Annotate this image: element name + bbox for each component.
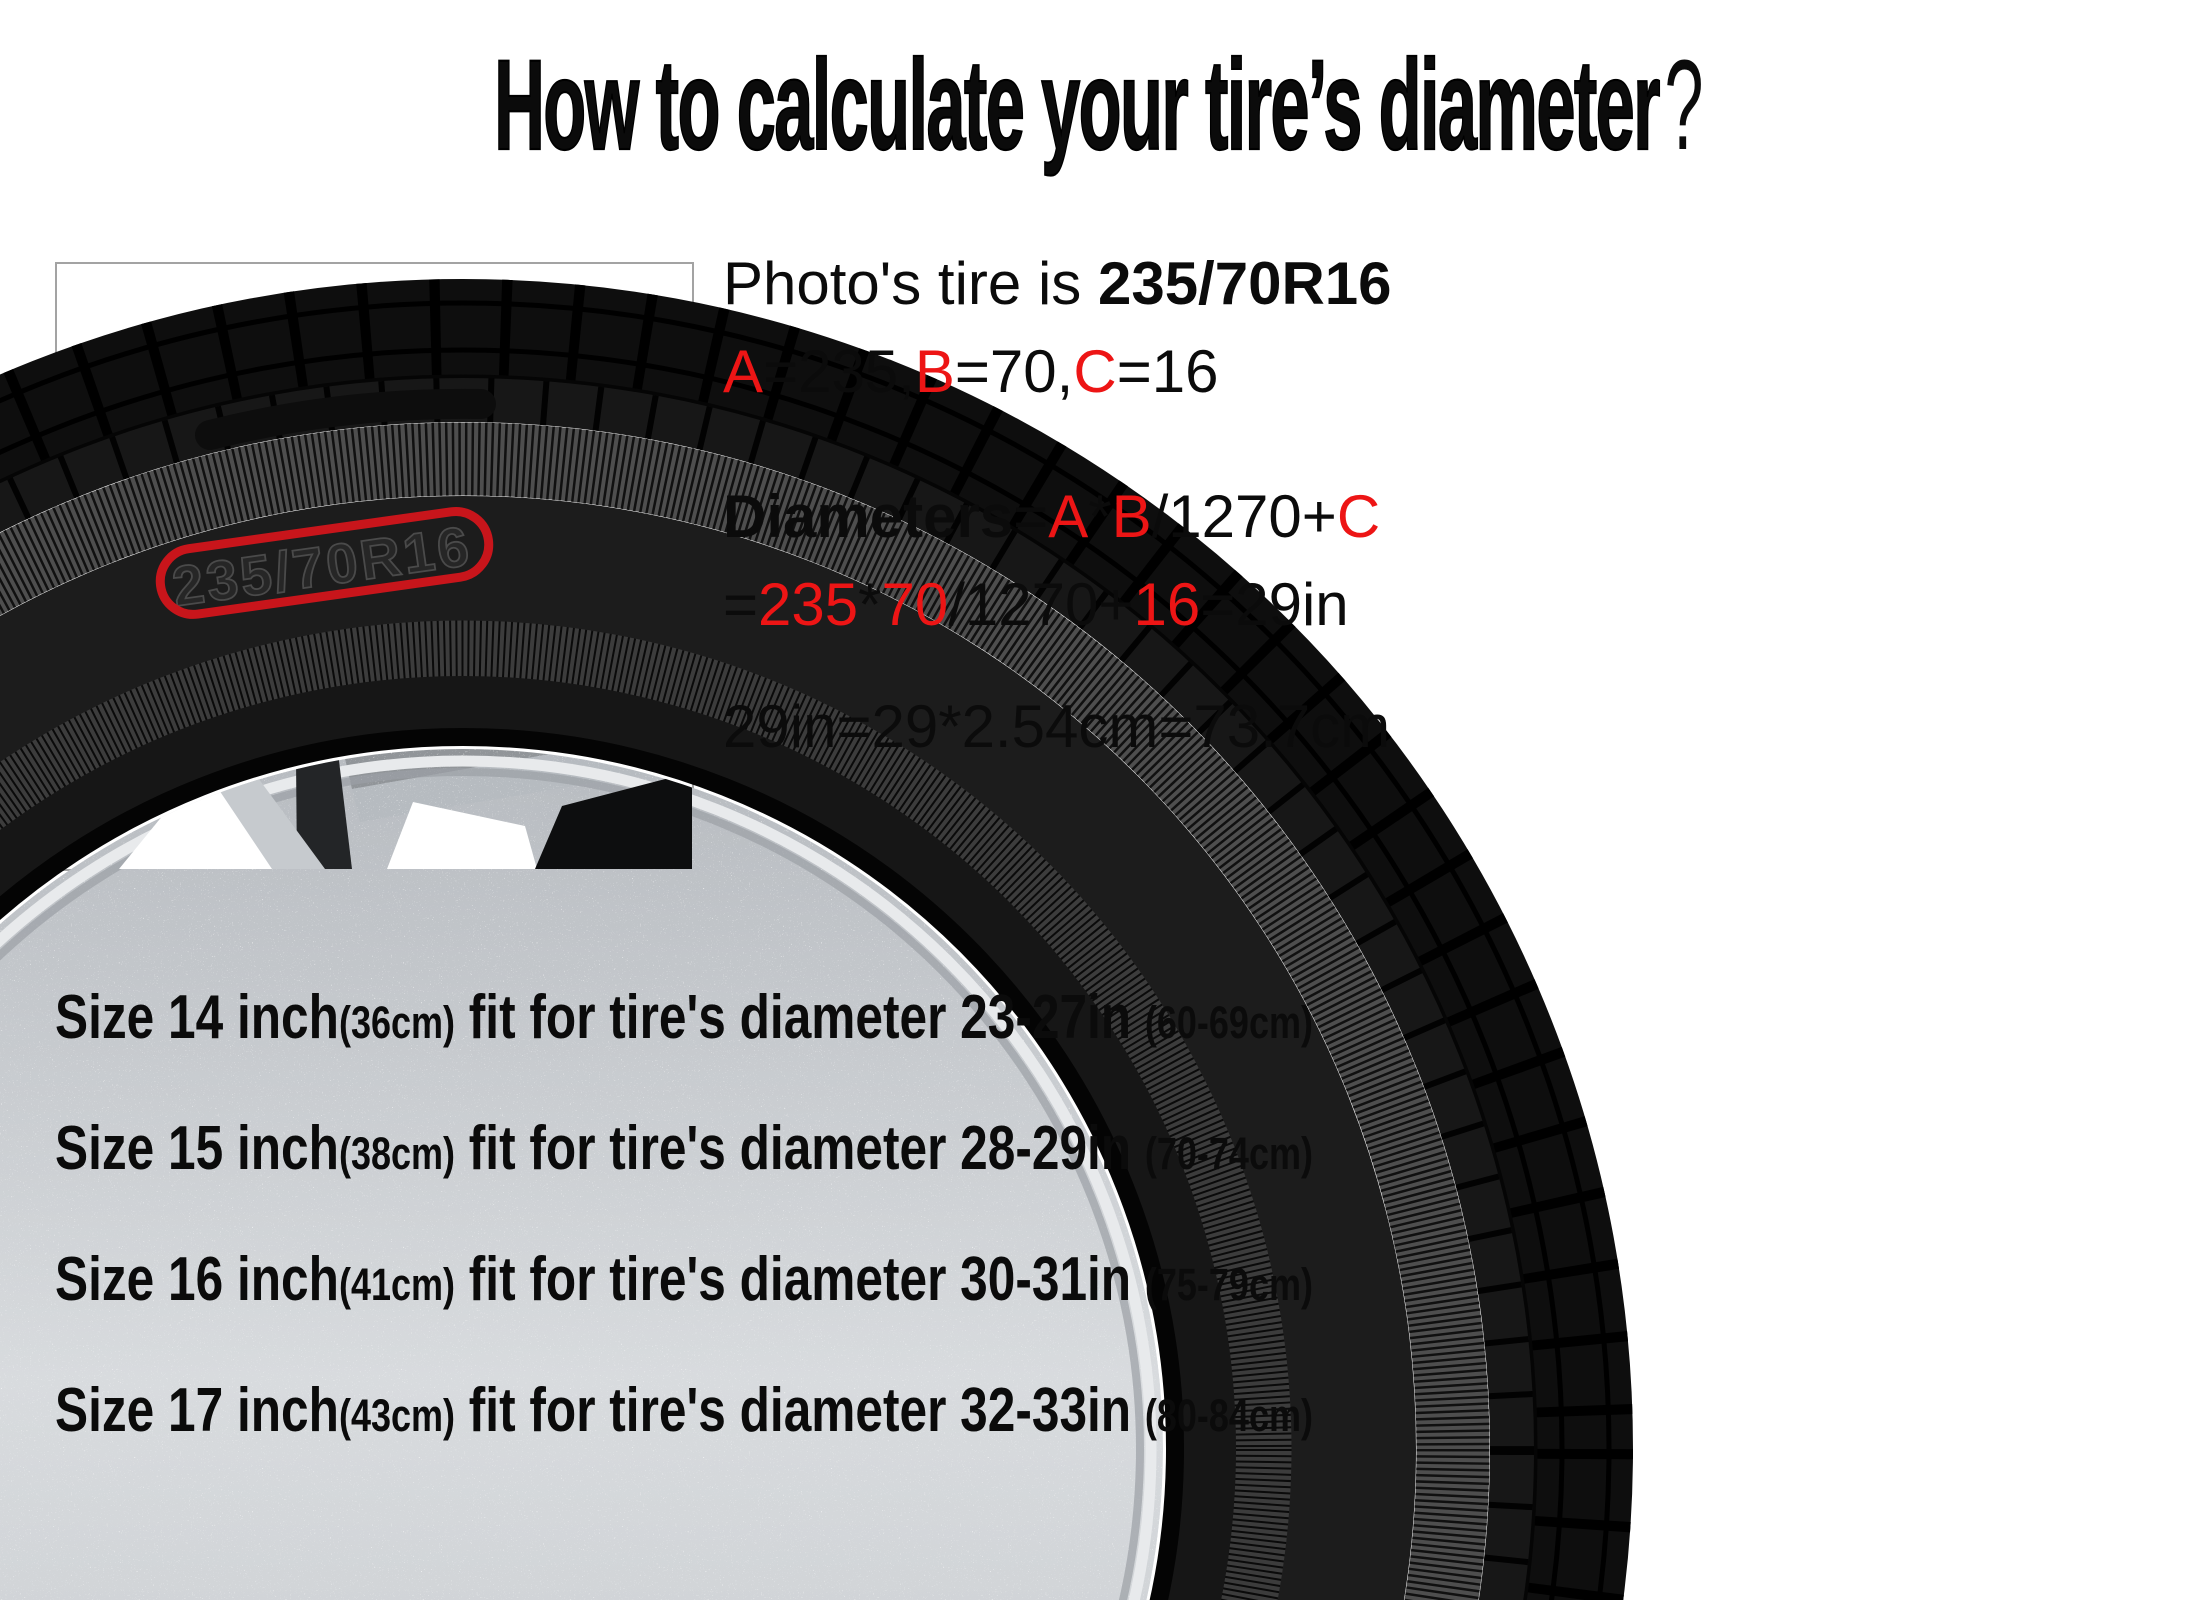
text-segment: (70-74cm) [1144, 1128, 1313, 1179]
text-segment: Photo's tire is [723, 250, 1098, 317]
page-title-inner [494, 26, 1702, 186]
text-segment: (38cm) [338, 1128, 456, 1179]
text-segment: 70 [881, 571, 949, 638]
text-segment: (80-84cm) [1144, 1390, 1313, 1441]
spacer [723, 649, 1392, 683]
text-segment: Size 16 inch [55, 1245, 339, 1314]
text-segment: fit for tire's diameter 30-31in [455, 1245, 1145, 1314]
title-question-mark: ? [1664, 34, 1702, 177]
text-segment: (41cm) [338, 1259, 456, 1310]
tire-size-label: 235/70R16 [168, 513, 476, 618]
page-title [0, 26, 1702, 186]
tire-photo-drawing [57, 264, 692, 869]
text-segment: 235 [758, 571, 859, 638]
text-segment: B [914, 338, 955, 405]
formula-line [723, 473, 1392, 561]
text-segment: =29in [1200, 571, 1349, 638]
text-segment: fit for tire's diameter 23-27in [455, 983, 1145, 1052]
text-segment: = [723, 571, 759, 638]
text-segment: 29in=29*2.54cm=73.7cm [723, 693, 1391, 760]
spacer [723, 416, 1392, 473]
text-segment: (36cm) [338, 997, 456, 1048]
text-segment: Size 15 inch [55, 1114, 339, 1183]
text-segment: * [858, 571, 882, 638]
text-segment: = [1013, 483, 1049, 550]
text-segment: fit for tire's diameter 28-29in [455, 1114, 1145, 1183]
photo-tire-line [723, 240, 1392, 328]
title-text: How to calculate your tire’s diameter [494, 34, 1659, 177]
text-segment: * [1088, 483, 1112, 550]
text-segment: C [1073, 338, 1117, 405]
text-segment: Diameters [723, 483, 1014, 550]
text-segment: /1270+ [948, 571, 1134, 638]
text-segment: (43cm) [338, 1390, 456, 1441]
text-segment: =16 [1116, 338, 1219, 405]
text-segment: A [1048, 483, 1089, 550]
text-segment: (75-79cm) [1144, 1259, 1313, 1310]
text-segment: 16 [1133, 571, 1201, 638]
explanation-text [723, 240, 1392, 771]
text-segment: B [1111, 483, 1152, 550]
text-segment: =70, [954, 338, 1074, 405]
text-segment: A [723, 338, 764, 405]
formula-result-line [723, 561, 1392, 649]
cm-conversion-line [723, 683, 1392, 771]
text-segment: Size 17 inch [55, 1376, 339, 1445]
abc-values-line [723, 328, 1392, 416]
text-segment: /1270+ [1151, 483, 1337, 550]
tire-photo [55, 262, 694, 871]
text-segment: (60-69cm) [1144, 997, 1313, 1048]
text-segment: fit for tire's diameter 32-33in [455, 1376, 1145, 1445]
text-segment: 235/70R16 [1097, 250, 1392, 317]
text-segment: =235, [763, 338, 915, 405]
text-segment: C [1336, 483, 1381, 550]
text-segment: Size 14 inch [55, 983, 339, 1052]
